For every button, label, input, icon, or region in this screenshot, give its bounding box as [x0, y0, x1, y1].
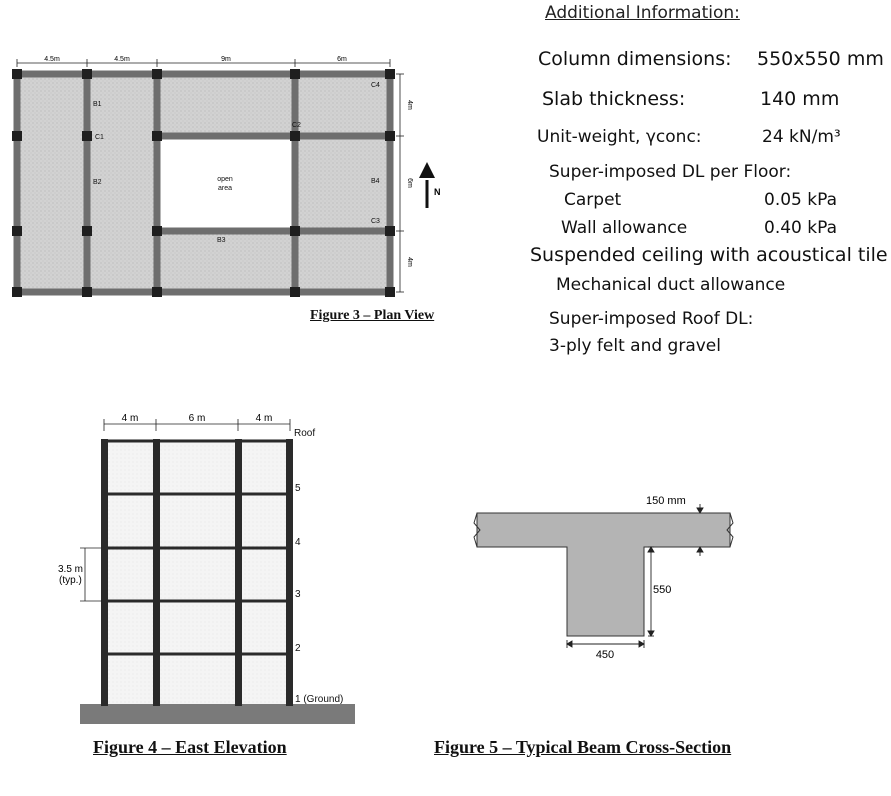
label-c2: C2: [292, 122, 301, 129]
story-height-dimension: [80, 548, 102, 601]
floor-2: 2: [295, 643, 301, 654]
elev-dim-2: 6 m: [188, 413, 206, 424]
label-c4: C4: [371, 82, 380, 89]
plan-dim-right-3: 4m: [406, 257, 413, 267]
carpet-label: Carpet: [564, 190, 622, 210]
plan-right-dimension: [396, 74, 404, 292]
t-beam-section: [477, 513, 730, 636]
plan-view-diagram: [0, 50, 520, 340]
floor-4: 4: [295, 537, 301, 548]
plan-dim-1: 4.5m: [44, 56, 60, 63]
column-dimensions-label: Column dimensions:: [538, 48, 732, 70]
suspended-ceiling-label: Suspended ceiling with acoustical tile: [530, 244, 888, 266]
slab-thickness-label: Slab thickness:: [542, 88, 686, 110]
open-area-label-1: open: [217, 176, 233, 183]
slab-depth-label: 150 mm: [646, 495, 686, 507]
east-elevation-diagram: [40, 405, 370, 730]
label-b4: B4: [371, 178, 380, 185]
mechanical-duct-label: Mechanical duct allowance: [556, 275, 786, 295]
ground: [80, 704, 355, 724]
web-depth-label: 550: [653, 584, 672, 596]
elev-dim-3: 4 m: [255, 413, 273, 424]
felt-gravel-label: 3-ply felt and gravel: [549, 336, 721, 356]
floor-1-ground: 1 (Ground): [295, 694, 344, 705]
unit-weight-value: 24 kN/m³: [762, 127, 841, 147]
unit-weight-label: Unit-weight, γconc:: [537, 127, 702, 147]
north-label: N: [434, 187, 441, 197]
elevation-infill: [105, 439, 290, 705]
floor-roof: Roof: [294, 428, 316, 439]
plan-view-caption: Figure 3 – Plan View: [310, 308, 435, 323]
label-c3: C3: [371, 218, 380, 225]
plan-top-dimension: [17, 59, 390, 67]
web-width-label: 450: [595, 649, 615, 661]
label-b2: B2: [93, 179, 102, 186]
story-height-typ: (typ.): [59, 575, 82, 586]
slab-thickness-value: 140 mm: [760, 88, 840, 110]
open-area: [157, 136, 295, 231]
floor-5: 5: [295, 483, 301, 494]
wall-allowance-value: 0.40 kPa: [764, 218, 838, 238]
east-elevation-caption: Figure 4 – East Elevation: [93, 737, 287, 757]
north-arrow-icon: [419, 162, 435, 208]
column-dimensions-value: 550x550 mm: [757, 48, 884, 70]
wall-allowance-label: Wall allowance: [561, 218, 688, 238]
elev-dim-1: 4 m: [121, 413, 139, 424]
sdl-floor-heading: Super-imposed DL per Floor:: [549, 162, 792, 182]
web-width-dimension: [567, 640, 644, 648]
sdl-roof-heading: Super-imposed Roof DL:: [549, 309, 754, 329]
label-b3: B3: [217, 237, 226, 244]
info-heading: Additional Information:: [545, 3, 740, 23]
plan-dim-3: 9m: [221, 56, 231, 63]
plan-dim-2: 4.5m: [114, 56, 130, 63]
plan-dim-right-2: 6m: [406, 178, 413, 188]
beam-section-diagram: [460, 480, 760, 670]
label-b1: B1: [93, 101, 102, 108]
floor-3: 3: [295, 589, 301, 600]
label-c1: C1: [95, 134, 104, 141]
plan-dim-4: 6m: [337, 56, 347, 63]
open-area-label-2: area: [217, 185, 233, 192]
beam-section-caption: Figure 5 – Typical Beam Cross-Section: [434, 737, 732, 757]
story-height-label: 3.5 m: [58, 564, 84, 575]
carpet-value: 0.05 kPa: [764, 190, 838, 210]
plan-dim-right-1: 4m: [406, 100, 413, 110]
